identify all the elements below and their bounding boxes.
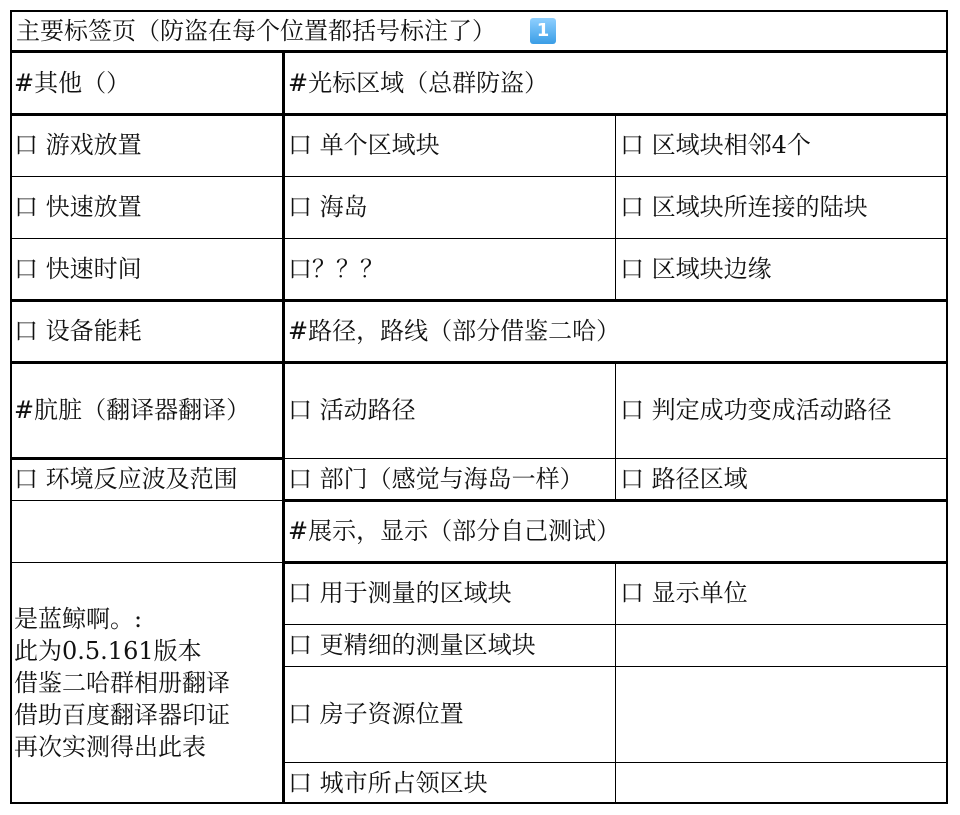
key-binding-table xyxy=(10,10,948,804)
note-line-version: 此为0.5.161版本 xyxy=(14,637,202,665)
cursor-item-single-block: 口 单个区域块 xyxy=(288,131,440,159)
other-item-quick-placement: 口 快速放置 xyxy=(14,193,142,221)
grid-line xyxy=(10,52,12,804)
grid-line xyxy=(284,299,948,302)
number-one-badge-icon: 1 xyxy=(530,18,556,44)
display-item-measure-block: 口 用于测量的区域块 xyxy=(288,579,512,607)
dirty-section-header: #肮脏（翻译器翻译） xyxy=(14,396,251,424)
note-line-tested: 再次实测得出此表 xyxy=(14,733,206,761)
grid-line xyxy=(10,802,948,804)
grid-line xyxy=(10,176,284,177)
grid-line xyxy=(10,238,284,239)
note-line-verify: 借助百度翻译器印证 xyxy=(14,701,230,729)
grid-line xyxy=(615,114,616,300)
grid-line xyxy=(10,457,284,460)
grid-line xyxy=(946,52,948,804)
table-title: 主要标签页（防盗在每个位置都括号标注了） xyxy=(16,17,496,45)
grid-line xyxy=(615,562,616,804)
cursor-item-unknown: 口？？？ xyxy=(288,255,384,283)
display-item-show-units: 口 显示单位 xyxy=(620,579,748,607)
dirty-item-environment-wave: 口 环境反应波及范围 xyxy=(14,465,238,493)
other-item-quick-time: 口 快速时间 xyxy=(14,255,142,283)
path-item-success-active: 口 判定成功变成活动路径 xyxy=(620,396,892,424)
other-item-device-power: 口 设备能耗 xyxy=(14,317,142,345)
display-section-header: #展示，显示（部分自己测试） xyxy=(288,517,621,545)
author-note xyxy=(10,562,284,804)
cursor-item-adjacent-blocks: 口 区域块相邻4个 xyxy=(620,131,811,159)
path-item-path-area: 口 路径区域 xyxy=(620,465,748,493)
grid-line xyxy=(284,499,948,502)
path-section-header: #路径，路线（部分借鉴二哈） xyxy=(288,317,621,345)
grid-line xyxy=(615,362,616,500)
grid-line xyxy=(282,52,285,804)
grid-line xyxy=(10,562,284,563)
cursor-area-section-header: #光标区域（总群防盗） xyxy=(288,69,549,97)
note-line-source: 借鉴二哈群相册翻译 xyxy=(14,669,230,697)
grid-line xyxy=(10,113,284,116)
other-section-header: #其他（） xyxy=(14,69,131,97)
grid-line xyxy=(284,238,948,239)
path-item-department: 口 部门（感觉与海岛一样） xyxy=(288,465,584,493)
grid-line xyxy=(284,176,948,177)
display-item-empty-1 xyxy=(616,624,948,666)
grid-line xyxy=(284,762,948,763)
grid-line xyxy=(284,624,948,625)
grid-line xyxy=(284,666,948,667)
cursor-item-island: 口 海岛 xyxy=(288,193,368,221)
display-item-house-resources: 口 房子资源位置 xyxy=(288,700,464,728)
display-item-empty-2 xyxy=(616,666,948,762)
grid-line xyxy=(10,299,284,302)
cursor-item-connected-land: 口 区域块所连接的陆块 xyxy=(620,193,868,221)
grid-line xyxy=(284,361,948,364)
display-item-city-blocks: 口 城市所占领区块 xyxy=(288,769,488,797)
grid-line xyxy=(10,50,948,53)
grid-line xyxy=(10,500,284,501)
note-line-author: 是蓝鲸啊。: xyxy=(14,605,143,633)
display-item-empty-3 xyxy=(616,762,948,804)
grid-line xyxy=(284,458,948,459)
grid-line xyxy=(284,561,948,564)
table-title-cell xyxy=(10,10,948,52)
grid-line xyxy=(10,361,284,364)
grid-line xyxy=(284,113,948,116)
display-item-fine-measure-block: 口 更精细的测量区域块 xyxy=(288,631,536,659)
path-item-active-path: 口 活动路径 xyxy=(288,396,416,424)
cursor-item-block-edge: 口 区域块边缘 xyxy=(620,255,772,283)
other-item-game-placement: 口 游戏放置 xyxy=(14,131,142,159)
